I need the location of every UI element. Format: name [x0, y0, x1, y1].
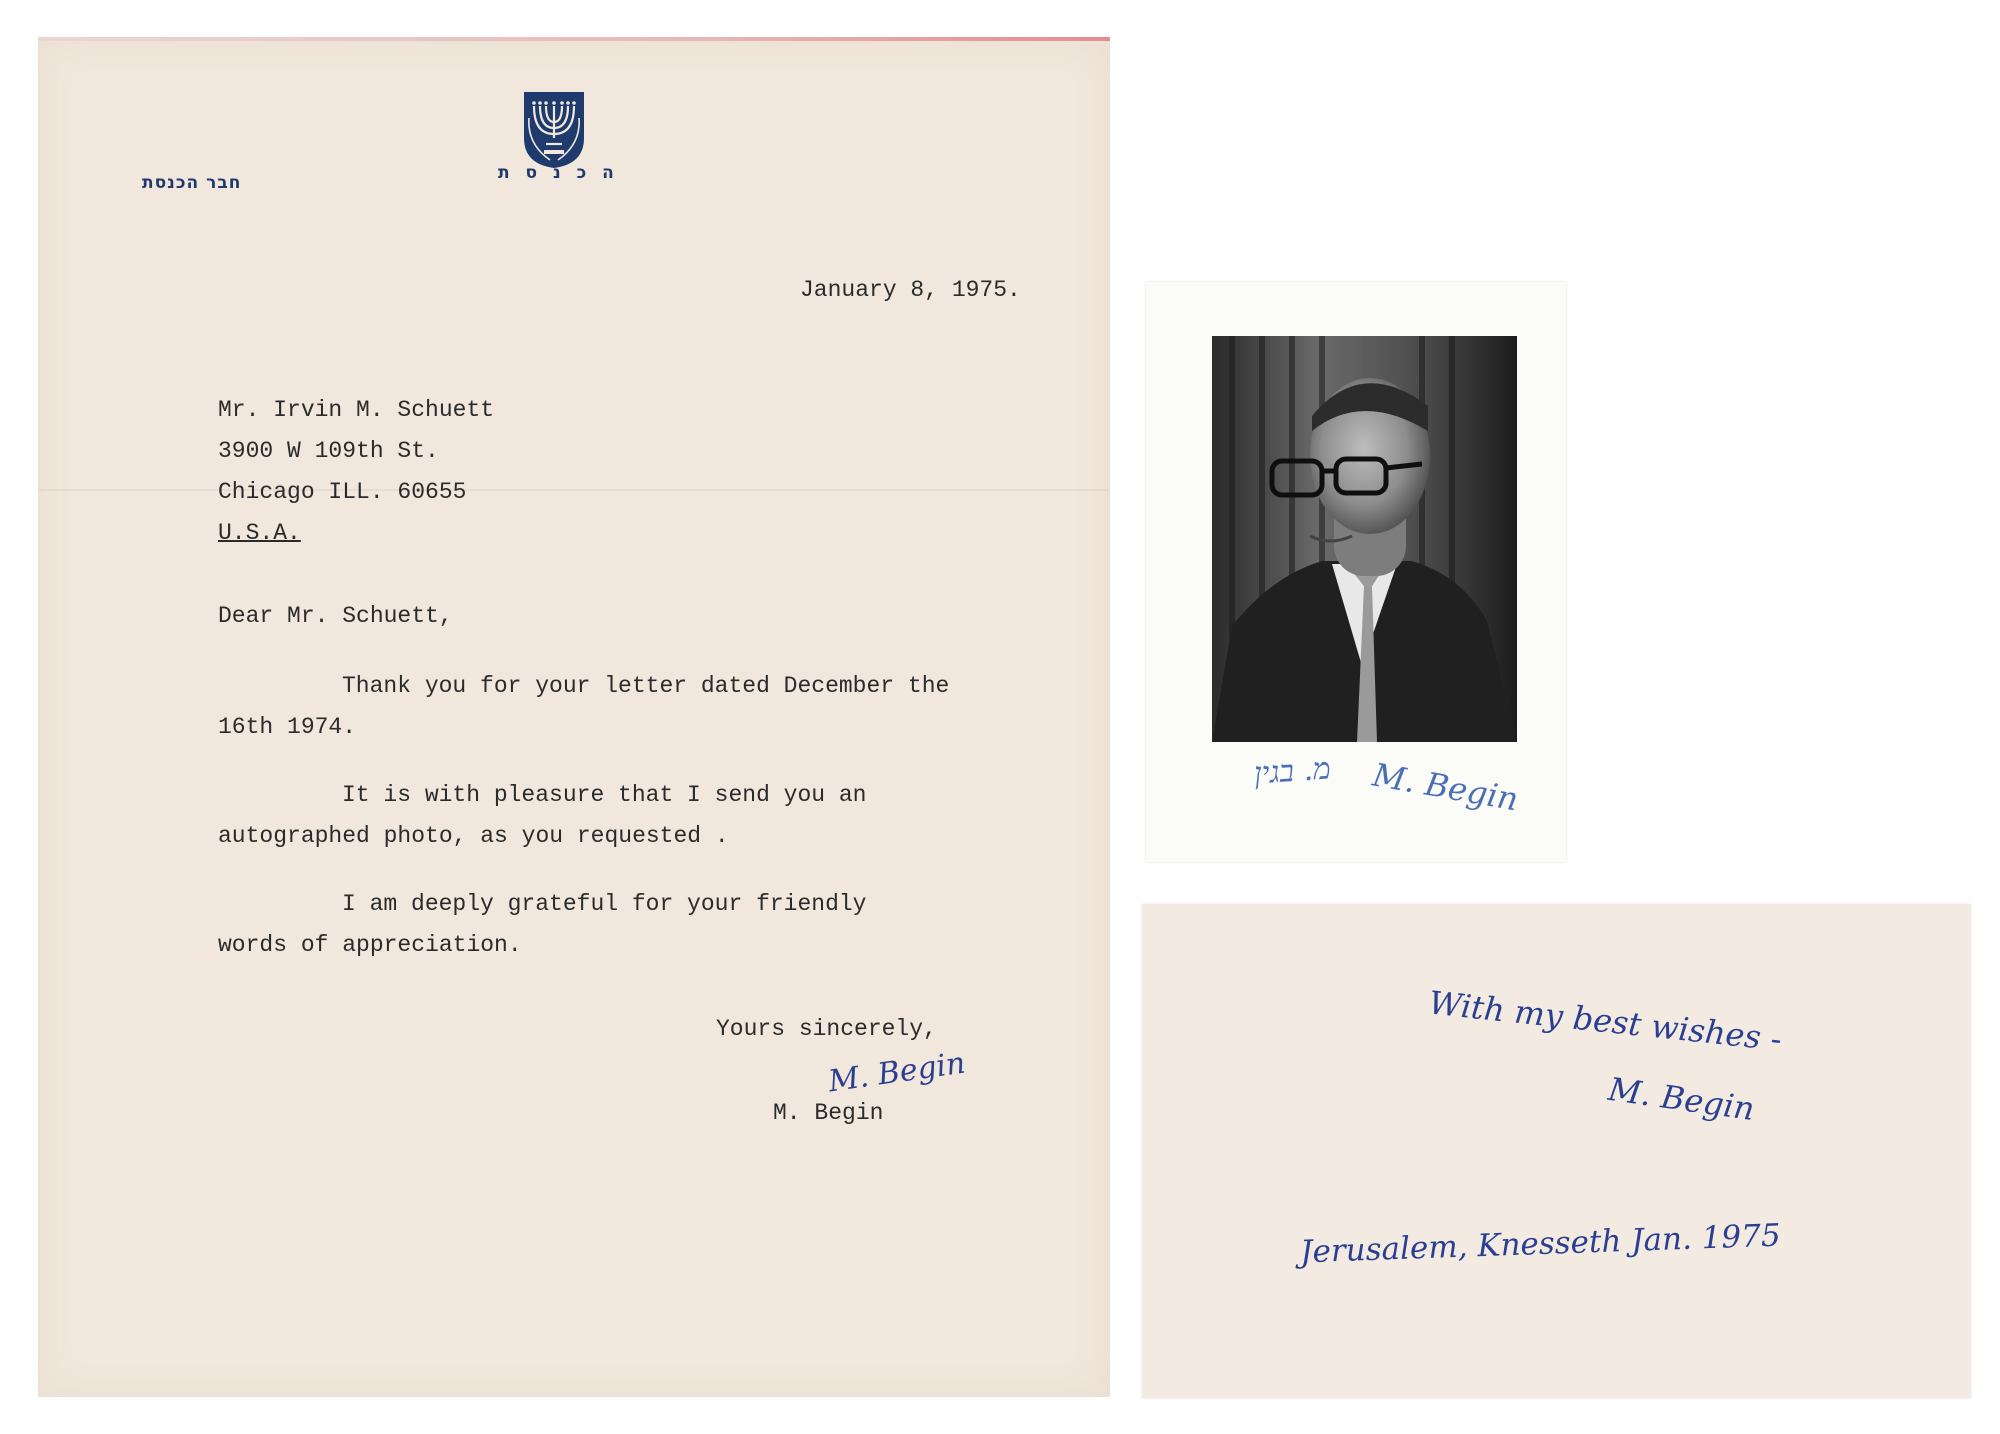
paragraph-3-line-2: words of appreciation. [218, 932, 522, 958]
photo-hebrew-signature: מ. בגין [1252, 751, 1332, 792]
letterhead-member-hebrew: חבר הכנסת [142, 173, 242, 193]
salutation: Dear Mr. Schuett, [218, 603, 453, 629]
card-signature: M. Begin [1606, 1069, 1757, 1129]
recipient-street: 3900 W 109th St. [218, 438, 439, 464]
letterhead-knesset-hebrew: ה כ נ ס ת [498, 163, 619, 183]
card-place-date: Jerusalem, Knesseth Jan. 1975 [1299, 1217, 1782, 1271]
letter-fold-line [38, 489, 1110, 491]
typed-name: M. Begin [773, 1100, 884, 1126]
portrait-photo [1212, 336, 1517, 742]
recipient-name: Mr. Irvin M. Schuett [218, 397, 495, 423]
paragraph-1-line-2: 16th 1974. [218, 714, 357, 740]
card-best-wishes: With my best wishes - [1426, 983, 1784, 1059]
recipient-country: U.S.A. [218, 520, 301, 546]
paragraph-2-line-1: It is with pleasure that I send you an [342, 782, 867, 808]
signed-note-card [1142, 904, 1971, 1398]
letter-top-edge [38, 37, 1110, 41]
menorah-emblem-icon [520, 88, 588, 170]
photo-signature: M. Begin [1369, 755, 1522, 819]
letter-signature: M. Begin [826, 1045, 968, 1100]
paragraph-1-line-1: Thank you for your letter dated December the [342, 673, 950, 699]
letter-date: January 8, 1975. [800, 277, 1021, 303]
letter-page [38, 37, 1110, 1397]
closing: Yours sincerely, [716, 1016, 937, 1042]
autographed-photo-card [1146, 282, 1566, 862]
recipient-city: Chicago ILL. 60655 [218, 479, 467, 505]
paragraph-2-line-2: autographed photo, as you requested . [218, 823, 729, 849]
portrait-image-icon [1212, 336, 1517, 742]
paragraph-3-line-1: I am deeply grateful for your friendly [342, 891, 867, 917]
